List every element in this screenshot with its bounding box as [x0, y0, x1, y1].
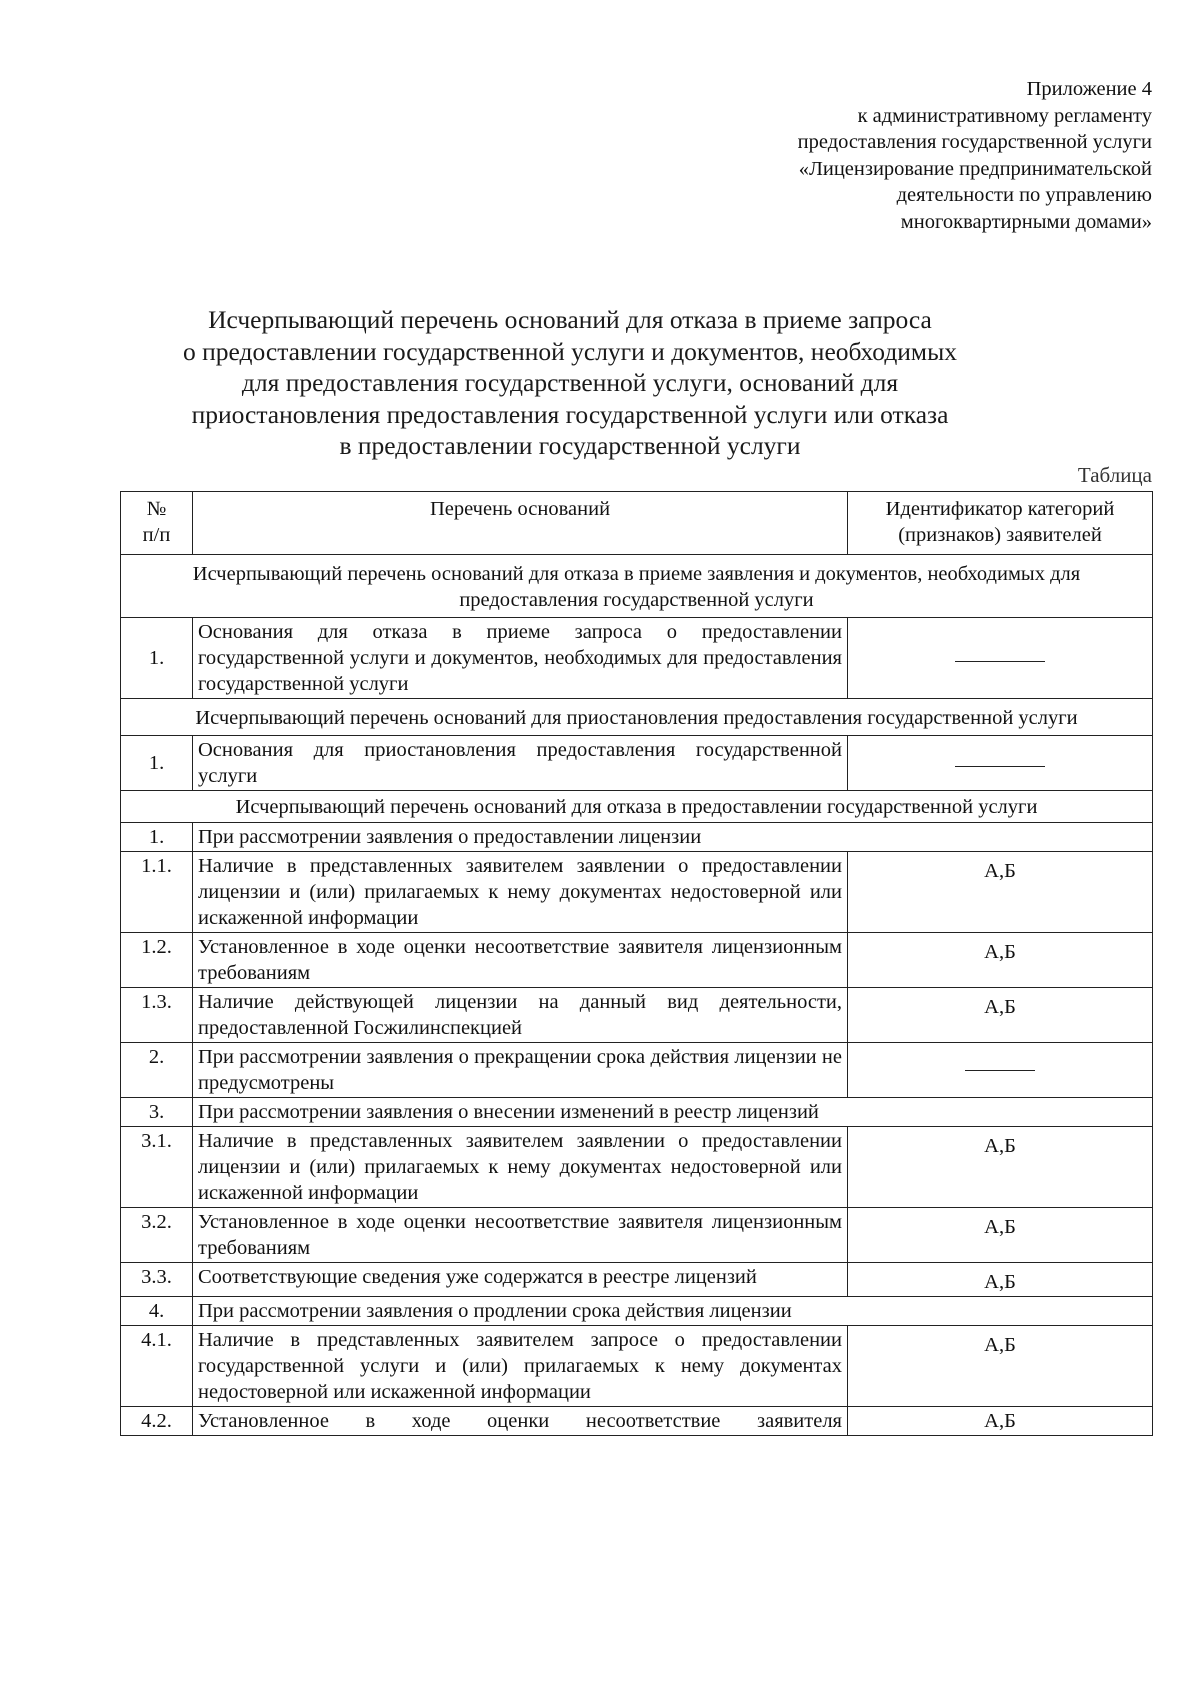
row-category: А,Б — [848, 1326, 1153, 1407]
header-category-line: (признаков) заявителей — [898, 524, 1102, 546]
row-text: Установленное в ходе оценки несоответствие заявителя — [193, 1407, 848, 1436]
attachment-header — [592, 76, 1152, 235]
row-number: 3.2. — [121, 1208, 193, 1263]
title-line: для предоставления государственной услуги, оснований для — [241, 368, 899, 397]
row-number: 4.2. — [121, 1407, 193, 1436]
row-category: А,Б — [848, 988, 1153, 1043]
section-row — [121, 791, 1153, 823]
header-category-cell — [848, 492, 1153, 555]
attachment-line: деятельности по управлению — [896, 184, 1152, 206]
empty-dash — [965, 1070, 1035, 1071]
attachment-line: предоставления государственной услуги — [797, 131, 1152, 153]
table-row — [121, 1098, 1153, 1127]
table-row — [121, 852, 1153, 933]
row-category-cell — [848, 736, 1153, 791]
header-category-line: Идентификатор категорий — [885, 498, 1115, 520]
row-category: А,Б — [848, 1407, 1153, 1436]
title-line: о предоставлении государственной услуги и документов, необходимых — [183, 336, 957, 366]
table-row — [121, 1263, 1153, 1297]
header-number-cell — [121, 492, 193, 555]
header-reasons-cell — [193, 492, 848, 555]
attachment-line: Приложение 4 — [1026, 78, 1152, 100]
title-line: Исчерпывающий перечень оснований для отказа в приеме запроса — [208, 305, 932, 334]
row-number: 1. — [121, 618, 193, 699]
section-title: Исчерпывающий перечень оснований для отказа в приеме заявления и документов, необходимых для предоставления государственной услуги — [121, 555, 1153, 618]
table-row — [121, 1407, 1153, 1436]
row-category-cell — [848, 618, 1153, 699]
document-title — [140, 304, 1000, 462]
table-row — [121, 1326, 1153, 1407]
section-title: Исчерпывающий перечень оснований для приостановления предоставления государственной услуги — [121, 699, 1153, 736]
row-category: А,Б — [848, 1208, 1153, 1263]
section-row — [121, 555, 1153, 618]
row-text: Наличие действующей лицензии на данный вид деятельности, предоставленной Госжилинспекцией — [193, 988, 848, 1043]
row-number: 2. — [121, 1043, 193, 1098]
row-text: При рассмотрении заявления о внесении изменений в реестр лицензий — [193, 1098, 1153, 1127]
row-number: 1.1. — [121, 852, 193, 933]
section-row — [121, 699, 1153, 736]
section-title: Исчерпывающий перечень оснований для отказа в предоставлении государственной услуги — [121, 791, 1153, 823]
table-header-row — [121, 492, 1153, 555]
table-row — [121, 618, 1153, 699]
row-text: Основания для приостановления предоставления государственной услуги — [193, 736, 848, 791]
row-number: 3. — [121, 1098, 193, 1127]
row-number: 1. — [121, 736, 193, 791]
table-row — [121, 736, 1153, 791]
row-number: 3.1. — [121, 1127, 193, 1208]
row-number: 4. — [121, 1297, 193, 1326]
table-row — [121, 823, 1153, 852]
row-text: При рассмотрении заявления о продлении срока действия лицензии — [193, 1297, 1153, 1326]
row-category-cell — [848, 1043, 1153, 1098]
table-row — [121, 1297, 1153, 1326]
row-text: Наличие в представленных заявителем заявлении о предоставлении лицензии и (или) прилагаемых к нему документах недостоверной или искаженной информации — [193, 852, 848, 933]
row-text: При рассмотрении заявления о прекращении срока действия лицензии не предусмотрены — [193, 1043, 848, 1098]
row-text: Установленное в ходе оценки несоответствие заявителя лицензионным требованиям — [193, 933, 848, 988]
row-category: А,Б — [848, 1127, 1153, 1208]
header-number-abbr: п/п — [142, 524, 171, 546]
title-line: приостановления предоставления государственной услуги или отказа — [191, 399, 949, 429]
table-row — [121, 1127, 1153, 1208]
table-caption: Таблица — [1077, 463, 1152, 487]
attachment-line: к административному регламенту — [857, 104, 1152, 127]
row-text: Основания для отказа в приеме запроса о предоставлении государственной услуги и документов, необходимых для предоставления государственной услуги — [193, 618, 848, 699]
grounds-table — [120, 491, 1153, 1436]
table-row — [121, 988, 1153, 1043]
row-number: 3.3. — [121, 1263, 193, 1297]
row-text: Наличие в представленных заявителем запросе о предоставлении государственной услуги и (или) прилагаемых к нему документах недостоверной или искаженной информации — [193, 1326, 848, 1407]
row-text: Установленное в ходе оценки несоответствие заявителя лицензионным требованиям — [193, 1208, 848, 1263]
row-text: При рассмотрении заявления о предоставлении лицензии — [193, 823, 1153, 852]
row-text: Соответствующие сведения уже содержатся в реестре лицензий — [193, 1263, 848, 1297]
row-number: 1. — [121, 823, 193, 852]
row-number: 1.3. — [121, 988, 193, 1043]
table-row — [121, 1043, 1153, 1098]
row-category: А,Б — [848, 933, 1153, 988]
row-number: 1.2. — [121, 933, 193, 988]
row-number: 4.1. — [121, 1326, 193, 1407]
empty-dash — [955, 766, 1045, 767]
title-line: в предоставлении государственной услуги — [339, 431, 801, 460]
header-number-sign: № — [146, 498, 167, 520]
row-text: Наличие в представленных заявителем заявлении о предоставлении лицензии и (или) прилагаемых к нему документах недостоверной или искаженной информации — [193, 1127, 848, 1208]
header-reasons-label: Перечень оснований — [429, 498, 611, 520]
empty-dash — [955, 661, 1045, 662]
table-row — [121, 933, 1153, 988]
attachment-line: многоквартирными домами» — [900, 210, 1152, 233]
row-category: А,Б — [848, 1263, 1153, 1297]
table-row — [121, 1208, 1153, 1263]
row-category: А,Б — [848, 852, 1153, 933]
attachment-line: «Лицензирование предпринимательской — [798, 157, 1152, 180]
